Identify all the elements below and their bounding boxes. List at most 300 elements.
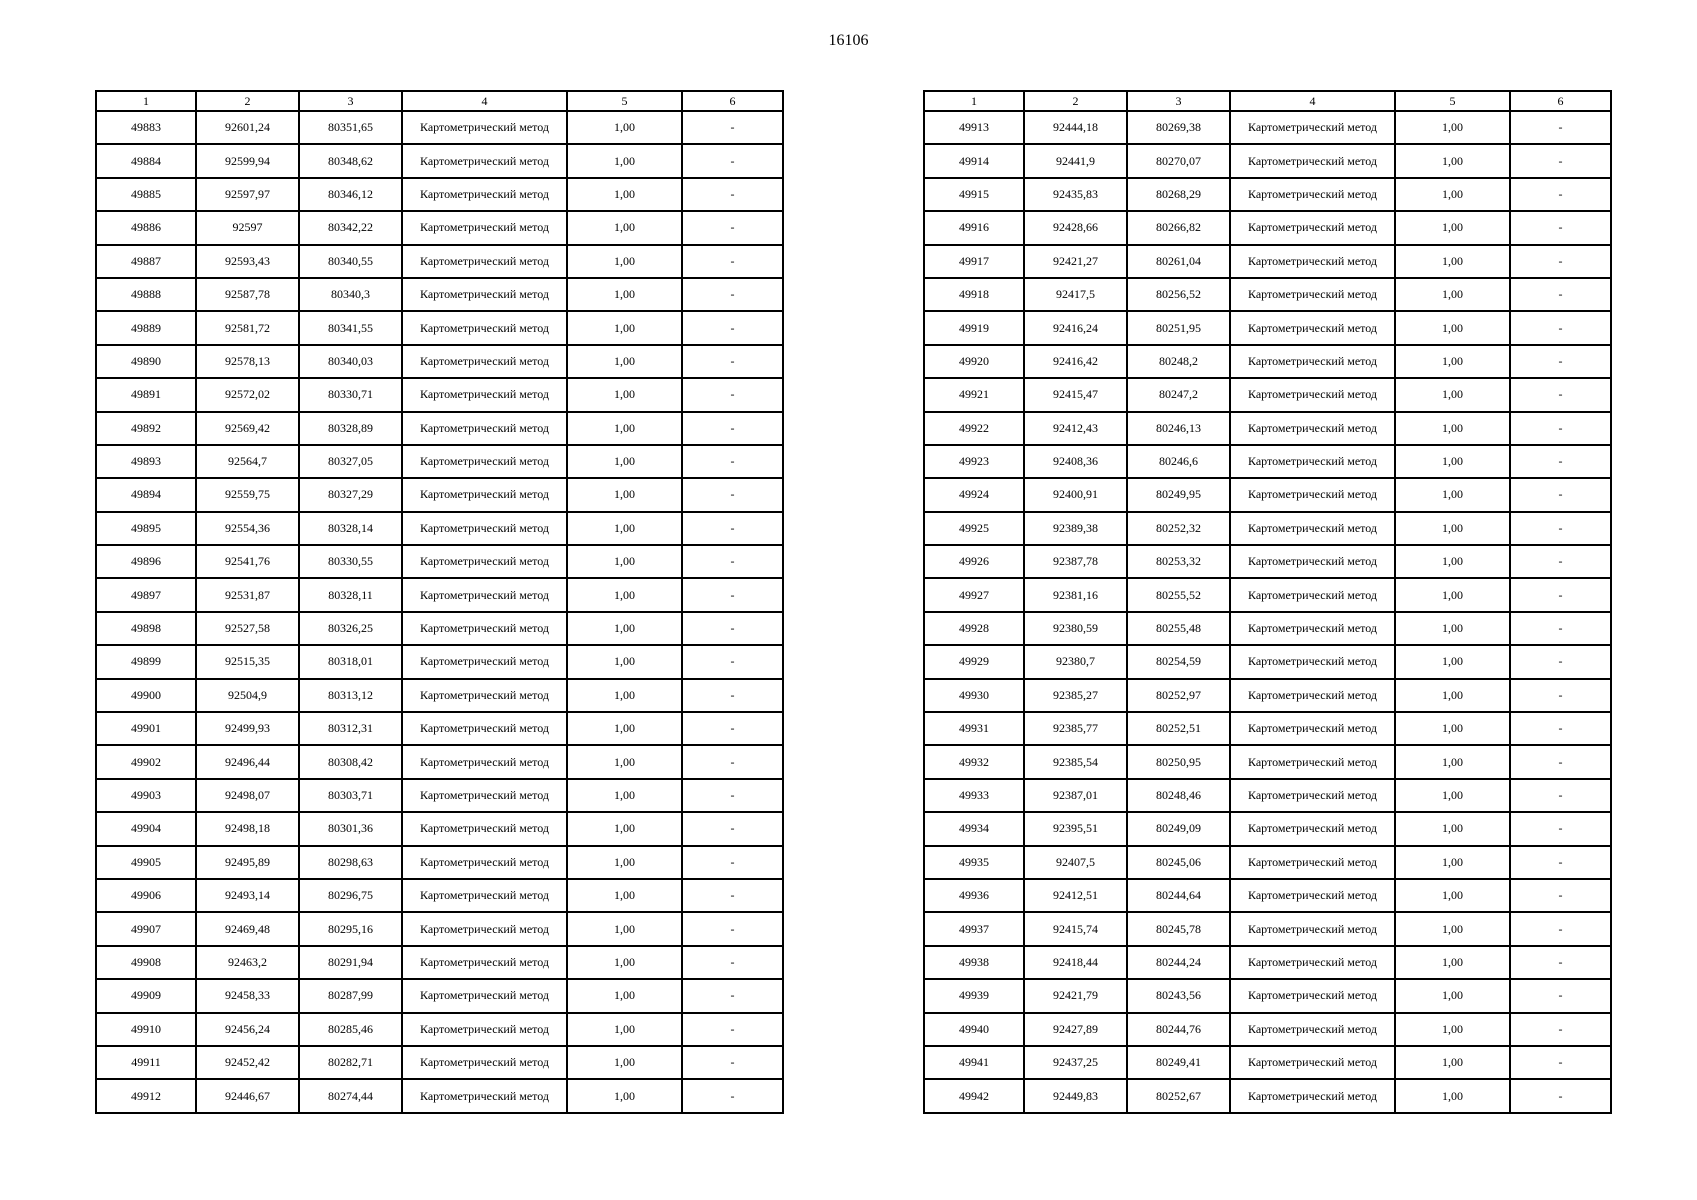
description-cell: - <box>1510 178 1611 211</box>
x-coordinate-cell: 92541,76 <box>196 545 299 578</box>
table-row <box>924 311 1611 344</box>
y-coordinate-cell: 80252,32 <box>1127 512 1230 545</box>
point-number-cell: 49922 <box>924 412 1024 445</box>
point-number-cell: 49932 <box>924 745 1024 778</box>
point-number-cell: 49907 <box>96 912 196 945</box>
accuracy-cell: 1,00 <box>567 211 682 244</box>
column-header: 1 <box>96 91 196 111</box>
description-cell: - <box>1510 478 1611 511</box>
method-cell: Картометрический метод <box>1230 912 1395 945</box>
table-row <box>96 745 783 778</box>
method-cell: Картометрический метод <box>1230 178 1395 211</box>
table-row <box>96 211 783 244</box>
y-coordinate-cell: 80328,89 <box>299 412 402 445</box>
table-row <box>924 378 1611 411</box>
accuracy-cell: 1,00 <box>567 378 682 411</box>
method-cell: Картометрический метод <box>402 846 567 879</box>
table-row <box>96 679 783 712</box>
column-header: 2 <box>196 91 299 111</box>
x-coordinate-cell: 92531,87 <box>196 578 299 611</box>
accuracy-cell: 1,00 <box>567 812 682 845</box>
method-cell: Картометрический метод <box>402 979 567 1012</box>
point-number-cell: 49900 <box>96 679 196 712</box>
method-cell: Картометрический метод <box>1230 111 1395 144</box>
y-coordinate-cell: 80330,55 <box>299 545 402 578</box>
point-number-cell: 49919 <box>924 311 1024 344</box>
method-cell: Картометрический метод <box>1230 512 1395 545</box>
x-coordinate-cell: 92412,51 <box>1024 879 1127 912</box>
point-number-cell: 49904 <box>96 812 196 845</box>
description-cell: - <box>1510 1013 1611 1046</box>
description-cell: - <box>682 378 783 411</box>
point-number-cell: 49896 <box>96 545 196 578</box>
x-coordinate-cell: 92569,42 <box>196 412 299 445</box>
method-cell: Картометрический метод <box>1230 445 1395 478</box>
table-row <box>96 311 783 344</box>
accuracy-cell: 1,00 <box>567 846 682 879</box>
table-row <box>924 412 1611 445</box>
y-coordinate-cell: 80253,32 <box>1127 545 1230 578</box>
table-row <box>96 445 783 478</box>
y-coordinate-cell: 80341,55 <box>299 311 402 344</box>
x-coordinate-cell: 92587,78 <box>196 278 299 311</box>
accuracy-cell: 1,00 <box>567 345 682 378</box>
description-cell: - <box>1510 245 1611 278</box>
y-coordinate-cell: 80245,06 <box>1127 846 1230 879</box>
method-cell: Картометрический метод <box>402 879 567 912</box>
x-coordinate-cell: 92527,58 <box>196 612 299 645</box>
table-row <box>924 144 1611 177</box>
x-coordinate-cell: 92593,43 <box>196 245 299 278</box>
table-row <box>924 679 1611 712</box>
accuracy-cell: 1,00 <box>567 1046 682 1079</box>
table-row <box>96 578 783 611</box>
y-coordinate-cell: 80250,95 <box>1127 745 1230 778</box>
method-cell: Картометрический метод <box>402 812 567 845</box>
table-row <box>96 1079 783 1112</box>
point-number-cell: 49888 <box>96 278 196 311</box>
point-number-cell: 49930 <box>924 679 1024 712</box>
description-cell: - <box>682 779 783 812</box>
method-cell: Картометрический метод <box>402 679 567 712</box>
table-row <box>96 345 783 378</box>
table-row <box>924 879 1611 912</box>
accuracy-cell: 1,00 <box>1395 311 1510 344</box>
y-coordinate-cell: 80249,41 <box>1127 1046 1230 1079</box>
point-number-cell: 49897 <box>96 578 196 611</box>
column-header: 6 <box>682 91 783 111</box>
accuracy-cell: 1,00 <box>567 578 682 611</box>
point-number-cell: 49928 <box>924 612 1024 645</box>
accuracy-cell: 1,00 <box>1395 245 1510 278</box>
point-number-cell: 49884 <box>96 144 196 177</box>
point-number-cell: 49892 <box>96 412 196 445</box>
description-cell: - <box>1510 144 1611 177</box>
method-cell: Картометрический метод <box>402 412 567 445</box>
y-coordinate-cell: 80249,09 <box>1127 812 1230 845</box>
point-number-cell: 49885 <box>96 178 196 211</box>
y-coordinate-cell: 80301,36 <box>299 812 402 845</box>
method-cell: Картометрический метод <box>1230 378 1395 411</box>
x-coordinate-cell: 92499,93 <box>196 712 299 745</box>
method-cell: Картометрический метод <box>402 311 567 344</box>
x-coordinate-cell: 92449,83 <box>1024 1079 1127 1112</box>
point-number-cell: 49917 <box>924 245 1024 278</box>
point-number-cell: 49898 <box>96 612 196 645</box>
point-number-cell: 49941 <box>924 1046 1024 1079</box>
table-row <box>96 712 783 745</box>
x-coordinate-cell: 92427,89 <box>1024 1013 1127 1046</box>
x-coordinate-cell: 92498,18 <box>196 812 299 845</box>
table-row <box>924 912 1611 945</box>
method-cell: Картометрический метод <box>402 478 567 511</box>
y-coordinate-cell: 80287,99 <box>299 979 402 1012</box>
description-cell: - <box>682 512 783 545</box>
y-coordinate-cell: 80296,75 <box>299 879 402 912</box>
description-cell: - <box>682 645 783 678</box>
y-coordinate-cell: 80256,52 <box>1127 278 1230 311</box>
x-coordinate-cell: 92597,97 <box>196 178 299 211</box>
description-cell: - <box>1510 345 1611 378</box>
y-coordinate-cell: 80313,12 <box>299 679 402 712</box>
point-number-cell: 49929 <box>924 645 1024 678</box>
description-cell: - <box>1510 812 1611 845</box>
table-row <box>96 144 783 177</box>
accuracy-cell: 1,00 <box>567 612 682 645</box>
table-body-right <box>924 111 1611 1113</box>
point-number-cell: 49924 <box>924 478 1024 511</box>
method-cell: Картометрический метод <box>1230 1013 1395 1046</box>
description-cell: - <box>682 1079 783 1112</box>
description-cell: - <box>682 679 783 712</box>
accuracy-cell: 1,00 <box>567 745 682 778</box>
point-number-cell: 49935 <box>924 846 1024 879</box>
table-body-left <box>96 111 783 1113</box>
x-coordinate-cell: 92601,24 <box>196 111 299 144</box>
method-cell: Картометрический метод <box>402 578 567 611</box>
method-cell: Картометрический метод <box>1230 812 1395 845</box>
y-coordinate-cell: 80295,16 <box>299 912 402 945</box>
y-coordinate-cell: 80266,82 <box>1127 211 1230 244</box>
method-cell: Картометрический метод <box>402 612 567 645</box>
description-cell: - <box>1510 912 1611 945</box>
y-coordinate-cell: 80318,01 <box>299 645 402 678</box>
table-row <box>924 812 1611 845</box>
accuracy-cell: 1,00 <box>567 412 682 445</box>
accuracy-cell: 1,00 <box>1395 645 1510 678</box>
x-coordinate-cell: 92435,83 <box>1024 178 1127 211</box>
x-coordinate-cell: 92385,54 <box>1024 745 1127 778</box>
description-cell: - <box>682 812 783 845</box>
point-number-cell: 49912 <box>96 1079 196 1112</box>
accuracy-cell: 1,00 <box>567 144 682 177</box>
accuracy-cell: 1,00 <box>567 779 682 812</box>
accuracy-cell: 1,00 <box>567 545 682 578</box>
table-row <box>96 946 783 979</box>
table-row <box>96 879 783 912</box>
y-coordinate-cell: 80246,6 <box>1127 445 1230 478</box>
description-cell: - <box>682 846 783 879</box>
y-coordinate-cell: 80346,12 <box>299 178 402 211</box>
method-cell: Картометрический метод <box>1230 144 1395 177</box>
description-cell: - <box>682 545 783 578</box>
point-number-cell: 49914 <box>924 144 1024 177</box>
accuracy-cell: 1,00 <box>1395 178 1510 211</box>
column-header: 3 <box>299 91 402 111</box>
table-row <box>96 512 783 545</box>
x-coordinate-cell: 92554,36 <box>196 512 299 545</box>
x-coordinate-cell: 92599,94 <box>196 144 299 177</box>
column-header: 3 <box>1127 91 1230 111</box>
y-coordinate-cell: 80328,11 <box>299 578 402 611</box>
description-cell: - <box>1510 311 1611 344</box>
accuracy-cell: 1,00 <box>1395 1046 1510 1079</box>
table-row <box>924 178 1611 211</box>
y-coordinate-cell: 80251,95 <box>1127 311 1230 344</box>
x-coordinate-cell: 92428,66 <box>1024 211 1127 244</box>
accuracy-cell: 1,00 <box>1395 111 1510 144</box>
y-coordinate-cell: 80244,64 <box>1127 879 1230 912</box>
description-cell: - <box>682 178 783 211</box>
description-cell: - <box>682 445 783 478</box>
x-coordinate-cell: 92421,79 <box>1024 979 1127 1012</box>
x-coordinate-cell: 92389,38 <box>1024 512 1127 545</box>
method-cell: Картометрический метод <box>1230 1046 1395 1079</box>
y-coordinate-cell: 80270,07 <box>1127 144 1230 177</box>
method-cell: Картометрический метод <box>402 278 567 311</box>
method-cell: Картометрический метод <box>402 779 567 812</box>
description-cell: - <box>682 478 783 511</box>
method-cell: Картометрический метод <box>402 445 567 478</box>
accuracy-cell: 1,00 <box>1395 412 1510 445</box>
x-coordinate-cell: 92400,91 <box>1024 478 1127 511</box>
accuracy-cell: 1,00 <box>1395 812 1510 845</box>
description-cell: - <box>682 278 783 311</box>
x-coordinate-cell: 92515,35 <box>196 645 299 678</box>
point-number-cell: 49939 <box>924 979 1024 1012</box>
method-cell: Картометрический метод <box>1230 745 1395 778</box>
description-cell: - <box>1510 278 1611 311</box>
method-cell: Картометрический метод <box>1230 946 1395 979</box>
accuracy-cell: 1,00 <box>1395 1079 1510 1112</box>
method-cell: Картометрический метод <box>1230 245 1395 278</box>
method-cell: Картометрический метод <box>1230 478 1395 511</box>
description-cell: - <box>682 879 783 912</box>
method-cell: Картометрический метод <box>402 1046 567 1079</box>
method-cell: Картометрический метод <box>1230 345 1395 378</box>
x-coordinate-cell: 92498,07 <box>196 779 299 812</box>
table-row <box>96 178 783 211</box>
accuracy-cell: 1,00 <box>567 311 682 344</box>
column-header: 6 <box>1510 91 1611 111</box>
method-cell: Картометрический метод <box>402 645 567 678</box>
point-number-cell: 49886 <box>96 211 196 244</box>
method-cell: Картометрический метод <box>1230 846 1395 879</box>
y-coordinate-cell: 80328,14 <box>299 512 402 545</box>
method-cell: Картометрический метод <box>402 111 567 144</box>
x-coordinate-cell: 92456,24 <box>196 1013 299 1046</box>
column-header: 4 <box>1230 91 1395 111</box>
description-cell: - <box>682 1046 783 1079</box>
x-coordinate-cell: 92385,77 <box>1024 712 1127 745</box>
accuracy-cell: 1,00 <box>567 712 682 745</box>
y-coordinate-cell: 80282,71 <box>299 1046 402 1079</box>
table-row <box>924 612 1611 645</box>
table-row <box>96 812 783 845</box>
y-coordinate-cell: 80291,94 <box>299 946 402 979</box>
accuracy-cell: 1,00 <box>1395 846 1510 879</box>
y-coordinate-cell: 80252,51 <box>1127 712 1230 745</box>
x-coordinate-cell: 92415,47 <box>1024 378 1127 411</box>
x-coordinate-cell: 92437,25 <box>1024 1046 1127 1079</box>
accuracy-cell: 1,00 <box>1395 879 1510 912</box>
method-cell: Картометрический метод <box>402 378 567 411</box>
accuracy-cell: 1,00 <box>1395 712 1510 745</box>
table-row <box>96 1046 783 1079</box>
table-row <box>924 545 1611 578</box>
y-coordinate-cell: 80252,97 <box>1127 679 1230 712</box>
description-cell: - <box>1510 1079 1611 1112</box>
description-cell: - <box>1510 445 1611 478</box>
description-cell: - <box>682 311 783 344</box>
table-row <box>96 1013 783 1046</box>
method-cell: Картометрический метод <box>402 946 567 979</box>
method-cell: Картометрический метод <box>1230 879 1395 912</box>
table-row <box>96 378 783 411</box>
x-coordinate-cell: 92416,24 <box>1024 311 1127 344</box>
method-cell: Картометрический метод <box>1230 278 1395 311</box>
y-coordinate-cell: 80285,46 <box>299 1013 402 1046</box>
table-row <box>96 612 783 645</box>
description-cell: - <box>682 345 783 378</box>
table-header-row <box>924 91 1611 111</box>
method-cell: Картометрический метод <box>402 545 567 578</box>
column-header: 5 <box>1395 91 1510 111</box>
y-coordinate-cell: 80342,22 <box>299 211 402 244</box>
method-cell: Картометрический метод <box>402 245 567 278</box>
accuracy-cell: 1,00 <box>1395 378 1510 411</box>
description-cell: - <box>1510 378 1611 411</box>
y-coordinate-cell: 80269,38 <box>1127 111 1230 144</box>
table-row <box>96 979 783 1012</box>
method-cell: Картометрический метод <box>1230 412 1395 445</box>
point-number-cell: 49934 <box>924 812 1024 845</box>
accuracy-cell: 1,00 <box>567 979 682 1012</box>
accuracy-cell: 1,00 <box>1395 612 1510 645</box>
method-cell: Картометрический метод <box>1230 979 1395 1012</box>
table-row <box>96 912 783 945</box>
method-cell: Картометрический метод <box>402 1013 567 1046</box>
point-number-cell: 49903 <box>96 779 196 812</box>
point-number-cell: 49916 <box>924 211 1024 244</box>
coordinates-table-right <box>923 90 1612 1114</box>
accuracy-cell: 1,00 <box>567 111 682 144</box>
point-number-cell: 49890 <box>96 345 196 378</box>
accuracy-cell: 1,00 <box>567 512 682 545</box>
description-cell: - <box>1510 846 1611 879</box>
accuracy-cell: 1,00 <box>1395 345 1510 378</box>
point-number-cell: 49940 <box>924 1013 1024 1046</box>
table-row <box>924 512 1611 545</box>
point-number-cell: 49906 <box>96 879 196 912</box>
description-cell: - <box>682 211 783 244</box>
point-number-cell: 49905 <box>96 846 196 879</box>
point-number-cell: 49937 <box>924 912 1024 945</box>
x-coordinate-cell: 92407,5 <box>1024 846 1127 879</box>
table-row <box>924 211 1611 244</box>
accuracy-cell: 1,00 <box>567 1079 682 1112</box>
y-coordinate-cell: 80268,29 <box>1127 178 1230 211</box>
table-row <box>924 745 1611 778</box>
point-number-cell: 49891 <box>96 378 196 411</box>
accuracy-cell: 1,00 <box>567 445 682 478</box>
y-coordinate-cell: 80298,63 <box>299 846 402 879</box>
y-coordinate-cell: 80308,42 <box>299 745 402 778</box>
accuracy-cell: 1,00 <box>567 178 682 211</box>
description-cell: - <box>1510 979 1611 1012</box>
description-cell: - <box>1510 879 1611 912</box>
table-row <box>924 345 1611 378</box>
point-number-cell: 49894 <box>96 478 196 511</box>
y-coordinate-cell: 80312,31 <box>299 712 402 745</box>
x-coordinate-cell: 92581,72 <box>196 311 299 344</box>
description-cell: - <box>682 612 783 645</box>
x-coordinate-cell: 92446,67 <box>196 1079 299 1112</box>
accuracy-cell: 1,00 <box>1395 946 1510 979</box>
x-coordinate-cell: 92469,48 <box>196 912 299 945</box>
description-cell: - <box>1510 512 1611 545</box>
y-coordinate-cell: 80255,52 <box>1127 578 1230 611</box>
x-coordinate-cell: 92496,44 <box>196 745 299 778</box>
method-cell: Картометрический метод <box>1230 578 1395 611</box>
point-number-cell: 49909 <box>96 979 196 1012</box>
point-number-cell: 49915 <box>924 178 1024 211</box>
x-coordinate-cell: 92387,01 <box>1024 779 1127 812</box>
x-coordinate-cell: 92417,5 <box>1024 278 1127 311</box>
x-coordinate-cell: 92493,14 <box>196 879 299 912</box>
description-cell: - <box>682 1013 783 1046</box>
table-row <box>924 946 1611 979</box>
method-cell: Картометрический метод <box>1230 1079 1395 1112</box>
column-header: 4 <box>402 91 567 111</box>
x-coordinate-cell: 92418,44 <box>1024 946 1127 979</box>
table-row <box>924 445 1611 478</box>
point-number-cell: 49910 <box>96 1013 196 1046</box>
point-number-cell: 49911 <box>96 1046 196 1079</box>
accuracy-cell: 1,00 <box>1395 979 1510 1012</box>
description-cell: - <box>1510 111 1611 144</box>
method-cell: Картометрический метод <box>402 712 567 745</box>
description-cell: - <box>682 412 783 445</box>
point-number-cell: 49918 <box>924 278 1024 311</box>
y-coordinate-cell: 80340,03 <box>299 345 402 378</box>
point-number-cell: 49895 <box>96 512 196 545</box>
x-coordinate-cell: 92597 <box>196 211 299 244</box>
y-coordinate-cell: 80326,25 <box>299 612 402 645</box>
x-coordinate-cell: 92452,42 <box>196 1046 299 1079</box>
accuracy-cell: 1,00 <box>1395 512 1510 545</box>
description-cell: - <box>682 912 783 945</box>
description-cell: - <box>1510 612 1611 645</box>
x-coordinate-cell: 92504,9 <box>196 679 299 712</box>
description-cell: - <box>682 245 783 278</box>
y-coordinate-cell: 80254,59 <box>1127 645 1230 678</box>
point-number-cell: 49901 <box>96 712 196 745</box>
table-row <box>96 545 783 578</box>
y-coordinate-cell: 80274,44 <box>299 1079 402 1112</box>
y-coordinate-cell: 80248,46 <box>1127 779 1230 812</box>
method-cell: Картометрический метод <box>402 745 567 778</box>
